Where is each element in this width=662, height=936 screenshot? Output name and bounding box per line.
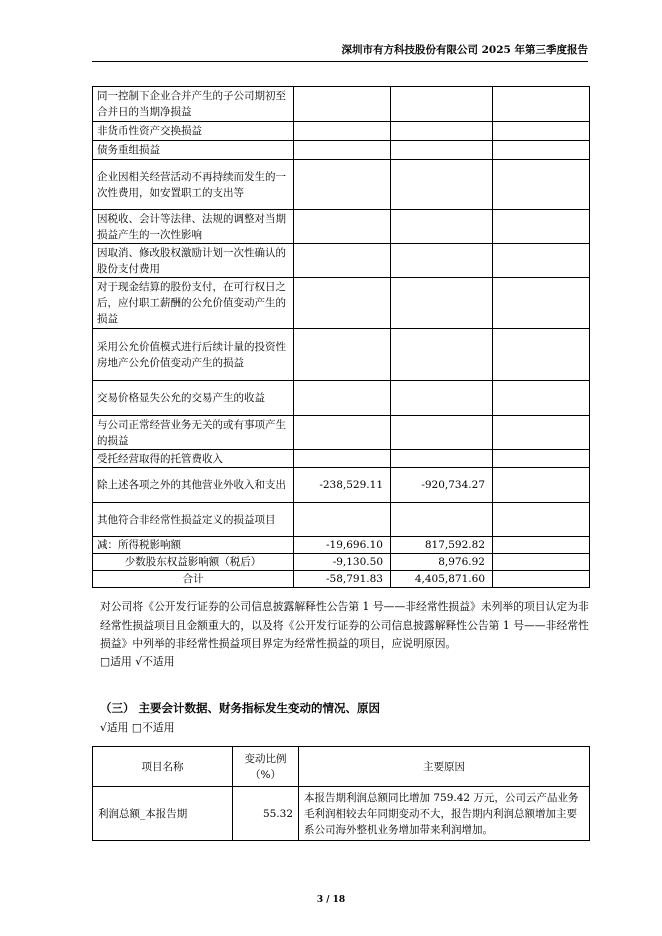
row-label: 对于现金结算的股份支付，在可行权日之后，应付职工薪酬的公允价值变动产生的损益 xyxy=(93,278,294,329)
table-row xyxy=(93,450,590,468)
row-label: 企业因相关经营活动不再持续而发生的一次性费用，如安置职工的支出等 xyxy=(93,160,294,210)
row-label: 因取消、修改股权激励计划一次性确认的股份支付费用 xyxy=(93,244,294,278)
table-row xyxy=(93,416,590,450)
table-row xyxy=(93,87,590,122)
note-paragraph: 对公司将《公开发行证券的公司信息披露解释性公告第 1 号——非经常性损益》未列举的项目认定为非经常性损益项目且金额重大的，以及将《公开发行证券的公司信息披露解释性公告第 1 号——非经常性损益》中列举的非经常性损益项目界定为经常性损益的项目，应说明原因。 xyxy=(100,600,589,650)
row-label: 债务重组损益 xyxy=(93,141,294,160)
table-row-total: 合计 -58,791.83 4,405,871.60 xyxy=(93,571,590,588)
row-label: 与公司正常经营业务无关的或有事项产生的损益 xyxy=(93,416,294,450)
row-label: 受托经营取得的托管费收入 xyxy=(93,450,294,468)
table-row xyxy=(93,787,590,841)
table-row: 减：所得税影响额 -19,696.10 817,592.82 xyxy=(93,537,590,554)
note-applicability: □适用 √不适用 xyxy=(100,655,175,668)
row-label: 交易价格显失公允的交易产生的收益 xyxy=(93,381,294,416)
change-reason: 本报告期利润总额同比增加 759.42 万元，公司云产品业务毛利润相较去年同期变动不大，报告期内利润总额增加主要系公司海外整机业务增加带来利润增加。 xyxy=(299,787,590,841)
table-row xyxy=(93,160,590,210)
column-header-name: 项目名称 xyxy=(93,747,233,787)
section-applicability: √适用 □不适用 xyxy=(100,721,175,734)
table-row xyxy=(93,503,590,537)
row-label: 非货币性资产交换损益 xyxy=(93,122,294,141)
row-label: 因税收、会计等法律、法规的调整对当期损益产生的一次性影响 xyxy=(93,210,294,244)
row-label: 少数股东权益影响额（税后） xyxy=(93,554,294,571)
row-label: 减：所得税影响额 xyxy=(93,537,294,554)
non-recurring-items-table xyxy=(92,86,590,588)
table-row xyxy=(93,244,590,278)
column-header-ratio: 变动比例（%） xyxy=(233,747,299,787)
report-title: 深圳市有方科技股份有限公司 2025 年第三季度报告 xyxy=(341,44,588,56)
page-header xyxy=(92,42,588,62)
table-row xyxy=(93,122,590,141)
row-label: 同一控制下企业合并产生的子公司期初至合并日的当期净损益 xyxy=(93,87,294,122)
table-header-row xyxy=(93,747,590,787)
table-row xyxy=(93,329,590,381)
table-row: 少数股东权益影响额（税后） -9,130.50 8,976.92 xyxy=(93,554,590,571)
page-number: 3 / 18 xyxy=(316,895,346,905)
row-label: 采用公允价值模式进行后续计量的投资性房地产公允价值变动产生的损益 xyxy=(93,329,294,381)
row-label: 合计 xyxy=(93,571,294,588)
table-row: 除上述各项之外的其他营业外收入和支出 -238,529.11 -920,734.27 xyxy=(93,468,590,503)
table-row xyxy=(93,278,590,329)
row-label: 其他符合非经常性损益定义的损益项目 xyxy=(93,503,294,537)
change-ratio: 55.32 xyxy=(233,787,299,841)
column-header-reason: 主要原因 xyxy=(299,747,590,787)
section-heading: （三） 主要会计数据、财务指标发生变动的情况、原因 xyxy=(100,701,381,715)
item-name: 利润总额_本报告期 xyxy=(93,787,233,841)
table-row xyxy=(93,210,590,244)
table-row xyxy=(93,381,590,416)
table-row xyxy=(93,141,590,160)
changes-table xyxy=(92,746,590,841)
row-label: 除上述各项之外的其他营业外收入和支出 xyxy=(93,468,294,503)
